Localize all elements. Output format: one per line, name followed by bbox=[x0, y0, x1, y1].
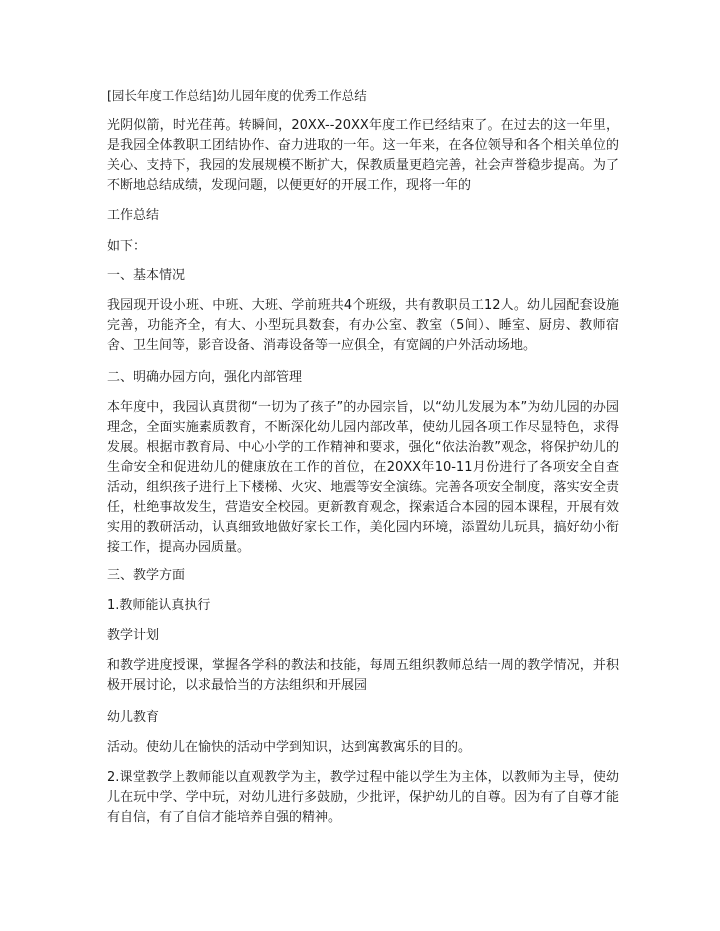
point2-paragraph: 2.课堂教学上教师能以直观教学为主，教学过程中能以学生为主体，以教师为主导，使幼儿在玩中学、学中玩，对幼儿进行多鼓励，少批评，保护幼儿的自尊。因为有了自尊才能有自信，有了自信才能培养自强的精神。 bbox=[107, 770, 619, 825]
child-education-paragraph: 活动。使幼儿在愉快的活动中学到知识，达到寓教寓乐的目的。 bbox=[107, 740, 472, 755]
summary-heading: 工作总结 bbox=[107, 208, 160, 223]
section2-paragraph: 本年度中，我园认真贯彻“一切为了孩子”的办园宗旨，以“幼儿发展为本”为幼儿园的办园理念，全面实施素质教育，不断深化幼儿园内部改革，使幼儿园各项工作尽显特色，求得发展。根据市教育局、中心小学的工作精神和要求，强化“依法治教”观念，将保护幼儿的生命安全和促进幼儿的健康放在工作的首位，在20XX年10-11月份进行了各项安全自查活动，组织孩子进行上下楼梯、火灾、地震等安全演练。完善各项安全制度，落实安全责任，杜绝事故发生，营造安全校园。更新教育观念，探索适合本园的园本课程，开展有效实用的教研活动，认真细致地做好家长工作，美化园内环境，添置幼儿玩具，搞好幼小衔接工作，提高办园质量。 bbox=[107, 400, 619, 555]
as-follows-text: 如下： bbox=[107, 239, 147, 254]
child-education-heading: 幼儿教育 bbox=[107, 710, 160, 725]
section2-heading: 二、明确办园方向，强化内部管理 bbox=[107, 370, 303, 385]
document-title: [园长年度工作总结]幼儿园年度的优秀工作总结 bbox=[107, 88, 367, 103]
section1-heading: 一、基本情况 bbox=[107, 268, 186, 283]
section1-paragraph: 我园现开设小班、中班、大班、学前班共4个班级，共有教职员工12人。幼儿园配套设施完善，功能齐全，有大、小型玩具数套，有办公室、教室（5间）、睡室、厨房、教师宿舍、卫生间等，影音设备、消毒设备等一应俱全，有宽阔的户外活动场地。 bbox=[107, 298, 619, 353]
teaching-plan-heading: 教学计划 bbox=[107, 628, 160, 643]
section3-heading: 三、教学方面 bbox=[107, 568, 186, 583]
teaching-plan-paragraph: 和教学进度授课，掌握各学科的教法和技能，每周五组织教师总结一周的教学情况，并积极开展讨论，以求最恰当的方法组织和开展园 bbox=[107, 658, 619, 693]
point1-heading: 1.教师能认真执行 bbox=[107, 598, 211, 613]
intro-paragraph: 光阴似箭，时光荏苒。转瞬间，20XX--20XX年度工作已经结束了。在过去的这一年里，是我园全体教职工团结协作、奋力进取的一年。这一年来，在各位领导和各个相关单位的关心、支持下，我园的发展规模不断扩大，保教质量更趋完善，社会声誉稳步提高。为了不断地总结成绩，发现问题，以便更好的开展工作，现将一年的 bbox=[107, 118, 619, 193]
